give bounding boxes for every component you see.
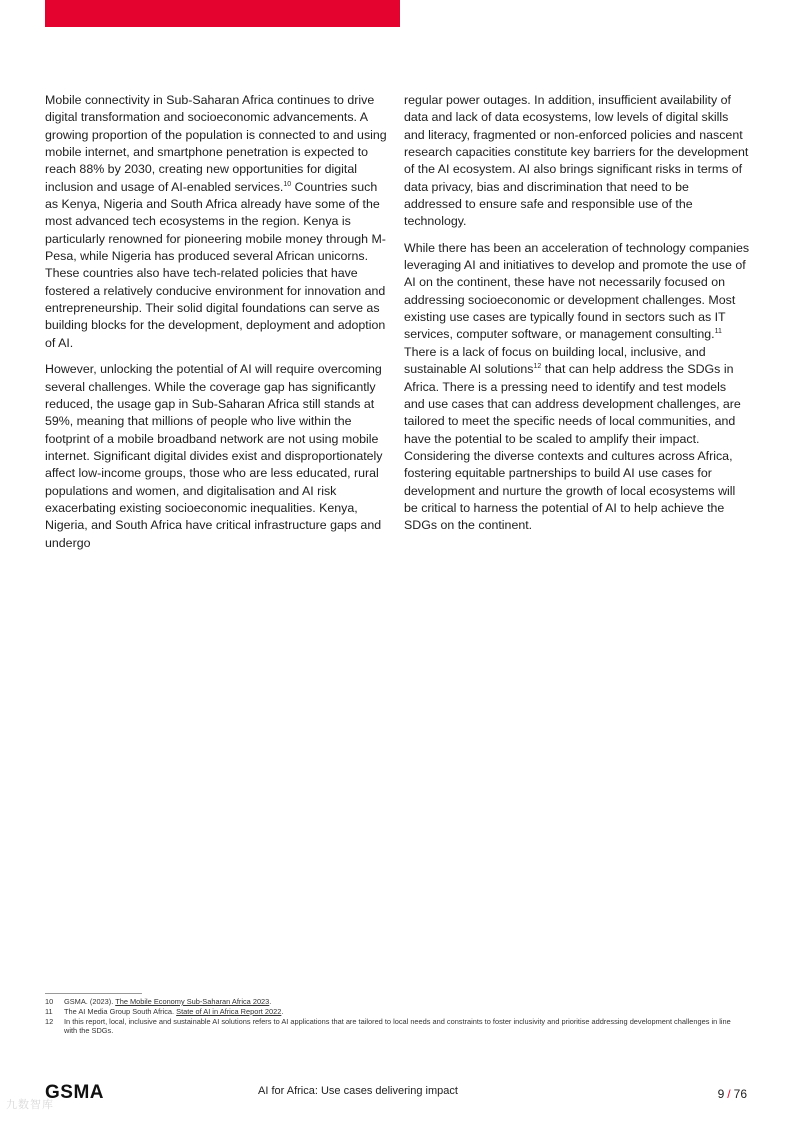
footnote-ref-12[interactable]: 12 — [533, 363, 542, 371]
gsma-logo: GSMA — [45, 1082, 104, 1103]
right-paragraph-2: While there has been an acceleration of technology companies leveraging AI and initiatives to develop and promote the use of AI on the continent, these have not necessarily focused on addressing socioeconomic or development challenges. Most existing use cases are typically found in sectors such as IT services, computer software, or management consulting.$^{11}$ There is a lack of focus on building local, inclusive, and sustainable AI solutions$^{12}$ that can help address the SDGs in Africa. There is a pressing need to identify and test models and use cases that can address development challenges, are tailored to meet the specific needs of local communities, and have the potential to be scaled to amplify their impact. Considering the diverse contexts and cultures across Africa, fostering equitable partnerships to build AI use cases for development and nurture the growth of local ecosystems will be critical to harness the potential of AI to help achieve the SDGs on the continent. — [404, 240, 750, 533]
right-paragraph-1: regular power outages. In addition, insufficient availability of data and lack of data ecosystems, low levels of digital skills and literacy, fragmented or non-enforced policies and nascent research capacities constitute key barriers for the development of the AI ecosystem. AI also brings significant risks in terms of data privacy, bias and discrimination that need to be addressed to ensure safe and responsible use of the technology. — [404, 93, 749, 229]
left-paragraph-2: However, unlocking the potential of AI will require overcoming several challenges. While the coverage gap has significantly reduced, the usage gap in Sub-Saharan Africa still stands at 59%, meaning that millions of people who live within the footprint of a mobile broadband network are not using mobile internet. Significant digital divides exist and disproportionately affect low-income groups, those who are less educated, rural populations and women, and digitalisation and AI risk exacerbating existing socioeconomic inequalities. Kenya, Nigeria, and South Africa have critical infrastructure gaps and undergo — [45, 362, 383, 550]
footnote-link[interactable]: State of AI in Africa Report 2022 — [176, 1007, 282, 1016]
watermark-text: 九数智库 — [6, 1099, 54, 1111]
footnotes — [45, 997, 745, 1036]
left-paragraph-1: Mobile connectivity in Sub-Saharan Africa continues to drive digital transformation and socioeconomic advancements. A growing proportion of the population is connected to and using mobile internet, and smartphone penetration is expected to reach 88% by 2030, creating new opportunities for digital inclusion and usage of AI-enabled services.$^{10}$ Countries such as Kenya, Nigeria and South Africa already have some of the most advanced tech ecosystems in the region. Kenya is particularly renowned for pioneering mobile money through M-Pesa, while Nigeria has produced several African unicorns. These countries also have tech-related policies that have fostered a relatively conducive environment for innovation and entrepreneurship. Their solid digital foundations can serve as building blocks for the development, deployment and adoption of AI. — [45, 93, 387, 350]
footnote-10: 10 GSMA. (2023). The Mobile Economy Sub-Saharan Africa 2023. — [45, 997, 272, 1006]
footnote-ref-11[interactable]: 11 — [714, 328, 722, 336]
footnote-ref-10[interactable]: 10 — [283, 180, 292, 188]
page-number: 9 / 76 — [717, 1087, 747, 1101]
footnote-link[interactable]: The Mobile Economy Sub-Saharan Africa 2023 — [115, 997, 270, 1006]
footnote-11: 11 The AI Media Group South Africa. State of AI in Africa Report 2022. — [45, 1007, 284, 1016]
footer-title: AI for Africa: Use cases delivering impact — [258, 1085, 458, 1097]
footnote-divider — [45, 993, 142, 994]
footnote-12: 12 In this report, local, inclusive and sustainable AI solutions refers to AI applications that are tailored to local needs and constraints to foster inclusivity and prioritise addressing development challenges in line with the SDGs. — [45, 1017, 731, 1035]
header-accent-bar — [45, 0, 400, 27]
right-column — [404, 92, 750, 544]
left-column — [45, 92, 391, 561]
